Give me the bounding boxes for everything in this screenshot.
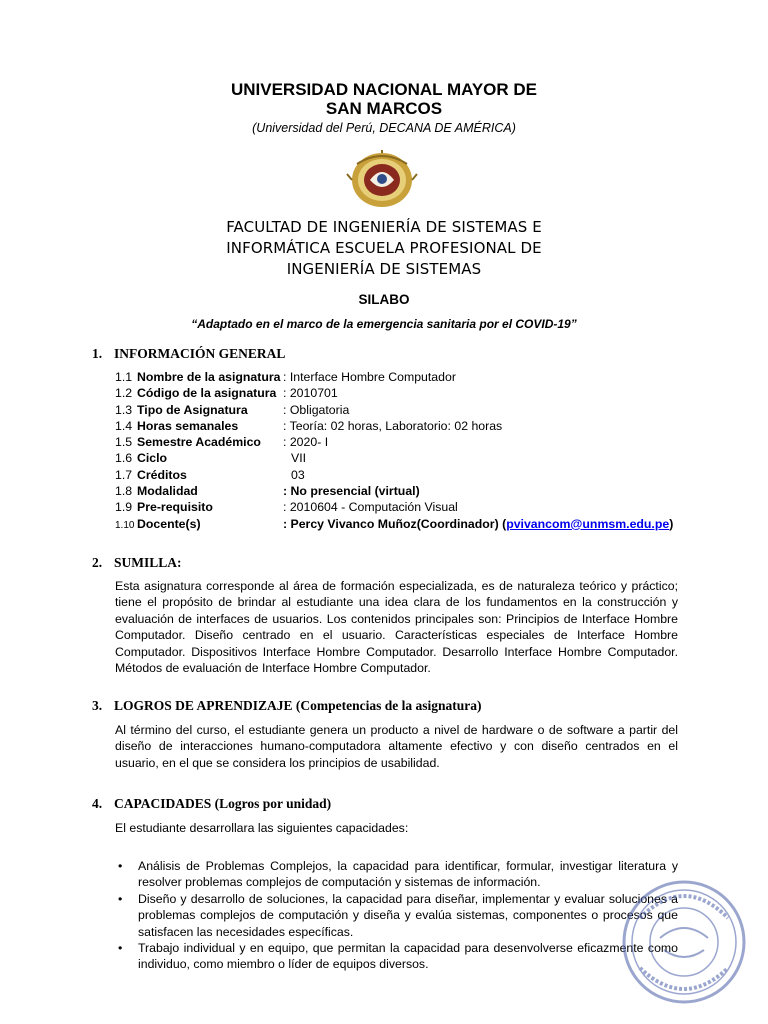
info-row-number: 1.1	[115, 370, 133, 384]
info-row-value	[283, 517, 673, 531]
info-row	[115, 435, 329, 451]
section-3-title: LOGROS DE APRENDIZAJE (Competencias de la asignatura)	[114, 698, 482, 713]
section-2-heading	[92, 555, 182, 571]
info-row-value: : 2010604 - Computación Visual	[283, 500, 458, 515]
info-row-value: : No presencial (virtual)	[283, 484, 420, 499]
section-3-number: 3.	[92, 698, 103, 713]
info-row	[115, 500, 458, 516]
info-row-number: 1.6	[115, 451, 133, 466]
capacidades-intro: El estudiante desarrollara las siguientes capacidades:	[115, 821, 409, 835]
section-4-number: 4.	[92, 796, 103, 811]
info-row-label: Nombre de la asignatura	[137, 370, 281, 384]
info-row-value: : 2020- I	[283, 435, 329, 450]
info-row	[115, 370, 456, 386]
info-row-label: Créditos	[137, 467, 187, 482]
info-row	[115, 467, 305, 484]
list-item	[115, 940, 678, 973]
info-row-label: Docente(s)	[137, 516, 201, 531]
docente-text: : Percy Vivanco Muñoz(Coordinador) (	[283, 516, 507, 531]
info-row-number: 1.7	[115, 467, 133, 482]
info-row-label: Código de la asignatura	[137, 386, 277, 401]
university-seal-icon	[345, 150, 419, 210]
university-name-line1: UNIVERSIDAD NACIONAL MAYOR DE	[230, 80, 538, 99]
info-row-number: 1.8	[115, 484, 133, 499]
faculty-line2: INFORMÁTICA ESCUELA PROFESIONAL DE	[226, 239, 542, 257]
bullet-icon: •	[118, 859, 123, 873]
university-name-line2: SAN MARCOS	[325, 99, 443, 118]
faculty-line3: INGENIERÍA DE SISTEMAS	[286, 260, 482, 278]
section-4-title: CAPACIDADES (Logros por unidad)	[114, 796, 332, 811]
section-1-heading	[92, 346, 285, 362]
list-item	[115, 891, 678, 940]
info-row-number: 1.2	[115, 386, 133, 401]
section-2-number: 2.	[92, 555, 103, 570]
info-row	[115, 402, 350, 419]
docente-tail: )	[669, 516, 674, 531]
bullet-icon: •	[118, 941, 123, 956]
faculty-name	[0, 217, 768, 280]
list-item-text: Trabajo individual y en equipo, que permitan la capacidad para desenvolverse eficazmente como individuo, como miembro o líder de equipos diversos.	[138, 941, 678, 972]
info-row-value: : Teoría: 02 horas, Laboratorio: 02 horas	[283, 418, 503, 433]
info-row	[115, 451, 307, 467]
info-row-label: Pre-requisito	[137, 500, 213, 515]
info-row-number: 1.3	[115, 402, 133, 417]
list-item	[115, 858, 678, 891]
section-1-title: INFORMACIÓN GENERAL	[114, 346, 286, 361]
info-row	[115, 386, 338, 402]
info-row-value: VII	[291, 451, 307, 466]
info-row	[115, 484, 420, 500]
section-4-heading	[92, 796, 331, 812]
sumilla-paragraph: Esta asignatura corresponde al área de formación especializada, es de naturaleza teórico y práctico; tiene el propósito de brindar al estudiante una idea clara de los fundamentos en la construcción y evaluación de interfaces de usuarios. Los contenidos principales son: Principios de Interface Hombre Computador. Diseño centrado en el usuario. Características especiales de Interface Hombre Computador. Dispositivos Interface Hombre Computador. Desarrollo Interface Hombre Computador. Métodos de evaluación de Interface Hombre Computador.	[115, 579, 678, 676]
info-row-value: : 2010701	[283, 386, 338, 401]
info-row-label: Modalidad	[137, 484, 198, 499]
info-row-label: Horas semanales	[137, 418, 239, 433]
bullet-icon: •	[118, 891, 123, 906]
document-title: SILABO	[358, 292, 410, 307]
list-item-text: Análisis de Problemas Complejos, la capacidad para identificar, formular, investigar literatura y resolver problemas complejos de computación y sistemas de información.	[138, 859, 678, 890]
info-row-value: : Interface Hombre Computador	[283, 370, 456, 384]
section-2-title: SUMILLA:	[114, 555, 182, 570]
university-name	[0, 80, 768, 118]
section-1-number: 1.	[92, 346, 103, 361]
docente-email-link[interactable]: pvivancom@unmsm.edu.pe	[506, 516, 670, 531]
adapted-note: “Adaptado en el marco de la emergencia sanitaria por el COVID-19”	[191, 317, 577, 331]
info-row-label: Tipo de Asignatura	[137, 402, 248, 417]
info-row-number: 1.9	[115, 500, 133, 515]
info-row-value: : Obligatoria	[283, 402, 350, 417]
info-row-value: 03	[291, 467, 305, 482]
university-subtitle: (Universidad del Perú, DECANA DE AMÉRICA)	[252, 121, 516, 135]
faculty-line1: FACULTAD DE INGENIERÍA DE SISTEMAS E	[226, 218, 542, 236]
info-row-number: 1.5	[115, 435, 133, 450]
info-row-number: 1.10	[115, 519, 135, 531]
logros-paragraph: Al término del curso, el estudiante genera un producto a nivel de hardware o de software a partir del diseño de interacciones humano-computadora altamente efectivo y con diseño centrados en el usuario, en el que se considera los principios de usabilidad.	[115, 723, 678, 770]
capacidades-list	[115, 858, 678, 973]
section-3-heading	[92, 698, 482, 714]
list-item-text: Diseño y desarrollo de soluciones, la capacidad para diseñar, implementar y evaluar soluciones a problemas complejos de computación y diseña y evalúa sistemas, componentes o procesos que satisfacen las necesidades específicas.	[138, 891, 678, 939]
info-row	[115, 418, 503, 435]
official-stamp-icon	[620, 878, 748, 1006]
info-row-label: Semestre Académico	[137, 435, 261, 450]
info-row-label: Ciclo	[137, 451, 168, 466]
info-row	[115, 516, 674, 533]
general-info-list	[115, 370, 674, 533]
info-row-number: 1.4	[115, 418, 133, 433]
